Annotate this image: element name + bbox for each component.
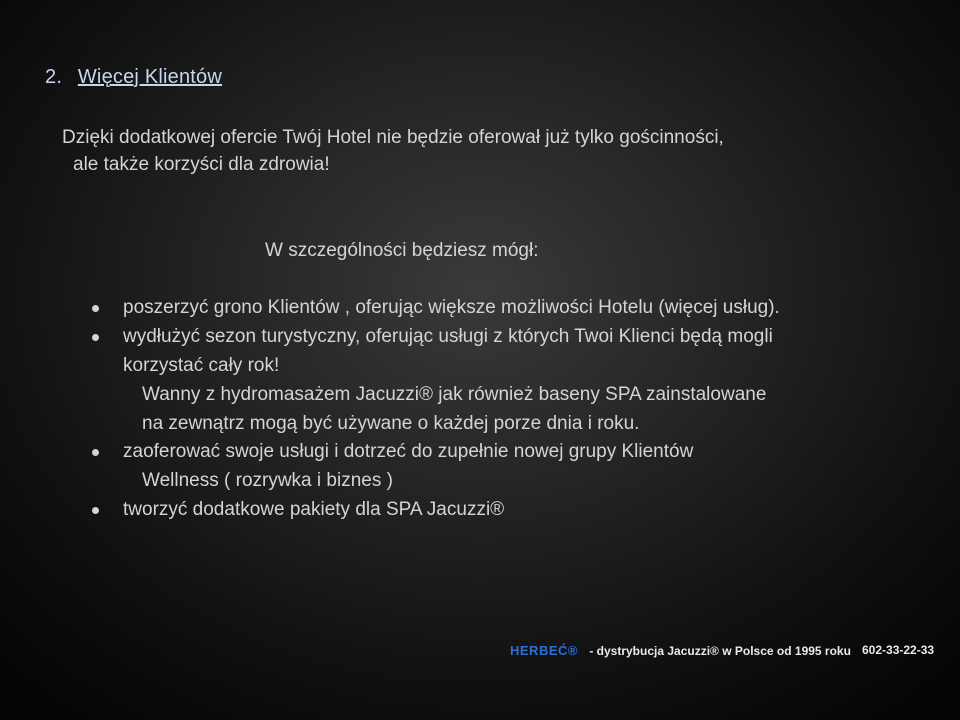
intro-line-1: Dzięki dodatkowej ofercie Twój Hotel nie będzie oferował już tylko gościnności, xyxy=(62,127,724,148)
intro-paragraph xyxy=(62,124,724,178)
bullet-2-text-line-1: wydłużyć sezon turystyczny, oferując usługi z których Twoi Klienci będą mogli xyxy=(123,326,773,347)
bullet-3-text-line-2: Wellness ( rozrywka i biznes ) xyxy=(142,470,393,491)
footer-tagline: - dystrybucja Jacuzzi® w Polsce od 1995 roku xyxy=(589,644,851,658)
slide-heading xyxy=(45,66,222,89)
bullet-dot xyxy=(92,334,99,341)
note-line-1: Wanny z hydromasażem Jacuzzi® jak również baseny SPA zainstalowane xyxy=(142,384,767,405)
note-line-2: na zewnątrz mogą być używane o każdej porze dnia i roku. xyxy=(142,413,640,434)
heading-number: 2. xyxy=(45,66,63,88)
intro-line-2: ale także korzyści dla zdrowia! xyxy=(73,154,330,175)
heading-title-link[interactable]: Więcej Klientów xyxy=(77,66,223,88)
bullet-2-text-line-2: korzystać cały rok! xyxy=(123,355,280,376)
bullet-dot xyxy=(92,449,99,456)
bullet-dot xyxy=(92,305,99,312)
bullet-4-text: tworzyć dodatkowe pakiety dla SPA Jacuzzi® xyxy=(123,499,505,520)
brand-logo: HERBEĆ® xyxy=(510,643,578,658)
bullet-dot xyxy=(92,507,99,514)
section-subheading: W szczególności będziesz mógł: xyxy=(265,240,539,261)
bullet-3-text-line-1: zaoferować swoje usługi i dotrzeć do zupełnie nowej grupy Klientów xyxy=(123,441,694,462)
footer-phone: 602-33-22-33 xyxy=(862,643,935,657)
footer xyxy=(510,643,935,658)
bullet-1-text: poszerzyć grono Klientów , oferując większe możliwości Hotelu (więcej usług). xyxy=(123,297,780,318)
